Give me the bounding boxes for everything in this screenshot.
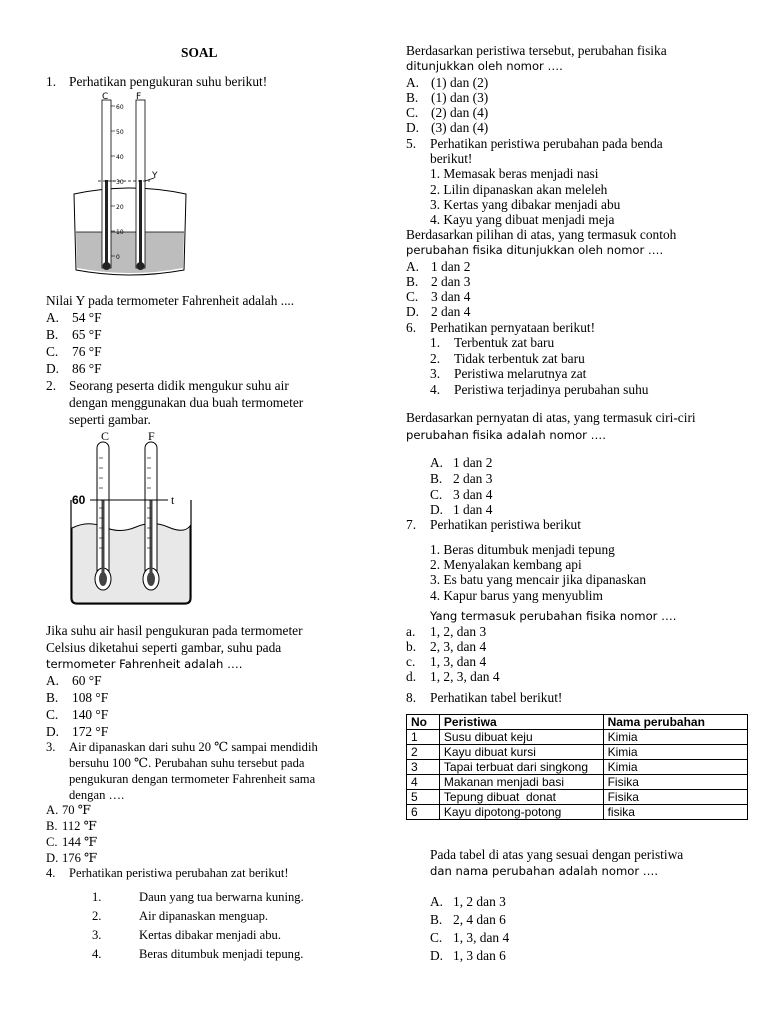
q4-item-2: Air dipanaskan menguap. bbox=[139, 909, 269, 923]
q4-option-a: (1) dan (2) bbox=[431, 75, 489, 90]
table-row bbox=[407, 790, 748, 805]
table-header-nama-perubahan: Nama perubahan bbox=[603, 715, 747, 730]
q4-question-1: Berdasarkan peristiwa tersebut, perubahan fisika bbox=[406, 43, 667, 58]
table-cell-no: 3 bbox=[407, 760, 440, 775]
table-cell-perubahan: Kimia bbox=[603, 730, 747, 745]
q7-option-c: 1, 3, dan 4 bbox=[430, 654, 487, 669]
q2-option-b-key: B. bbox=[46, 690, 59, 705]
q6-item-1: Terbentuk zat baru bbox=[454, 335, 555, 350]
q1-scale-30: 30 bbox=[116, 179, 124, 186]
q1-scale-10: 10 bbox=[116, 229, 124, 236]
q6-option-a-key: A. bbox=[430, 455, 444, 470]
q3-number: 3. bbox=[46, 740, 56, 754]
q6-item-4-num: 4. bbox=[430, 382, 441, 397]
q5-option-a: 1 dan 2 bbox=[431, 259, 471, 274]
q5-option-d-key: D. bbox=[406, 304, 420, 319]
q5-item-1: 1. Memasak beras menjadi nasi bbox=[430, 166, 599, 181]
q7-item-2: 2. Menyalakan kembang api bbox=[430, 557, 582, 572]
table-header-row bbox=[407, 715, 748, 730]
q7-option-b-key: b. bbox=[406, 639, 417, 654]
table-cell-peristiwa: Tepung dibuat donat bbox=[439, 790, 603, 805]
q7-option-a: 1, 2, dan 3 bbox=[430, 624, 487, 639]
q4-item-1-num: 1. bbox=[92, 890, 102, 904]
q5-option-d: 2 dan 4 bbox=[431, 304, 471, 319]
q7-text: Perhatikan peristiwa berikut bbox=[430, 517, 581, 532]
q3-option-a: 70 ℉ bbox=[62, 803, 91, 817]
q1-option-d-key: D. bbox=[46, 361, 60, 376]
q8-option-a: 1, 2 dan 3 bbox=[453, 894, 506, 909]
q4-option-a-key: A. bbox=[406, 75, 420, 90]
q3-line-4: dengan …. bbox=[69, 788, 125, 802]
q8-table bbox=[406, 714, 748, 820]
q8-option-b: 2, 4 dan 6 bbox=[453, 912, 506, 927]
q5-question-1: Berdasarkan pilihan di atas, yang termasuk contoh bbox=[406, 227, 677, 242]
q7-item-3: 3. Es batu yang mencair jika dipanaskan bbox=[430, 572, 647, 587]
q4-item-3-num: 3. bbox=[92, 928, 102, 942]
q1-scale-20: 20 bbox=[116, 204, 124, 211]
q5-option-c: 3 dan 4 bbox=[431, 289, 471, 304]
q7-option-d: 1, 2, 3, dan 4 bbox=[430, 669, 500, 684]
q2-question-1: Jika suhu air hasil pengukuran pada termometer bbox=[46, 623, 303, 638]
q4-option-d-key: D. bbox=[406, 120, 420, 135]
q8-number: 8. bbox=[406, 690, 417, 705]
q1-celsius-label: C bbox=[102, 92, 109, 102]
q6-item-2-num: 2. bbox=[430, 351, 441, 366]
q2-line-2: dengan menggunakan dua buah termometer bbox=[69, 395, 304, 410]
table-cell-no: 2 bbox=[407, 745, 440, 760]
q2-option-d: 172 °F bbox=[72, 724, 109, 739]
table-cell-peristiwa: Makanan menjadi basi bbox=[439, 775, 603, 790]
q4-item-2-num: 2. bbox=[92, 909, 102, 923]
q2-option-b: 108 °F bbox=[72, 690, 109, 705]
q7-option-c-key: c. bbox=[406, 654, 416, 669]
q4-text: Perhatikan peristiwa perubahan zat berikut! bbox=[69, 866, 289, 880]
q8-option-d: 1, 3 dan 6 bbox=[453, 948, 506, 963]
table-cell-perubahan: fisika bbox=[603, 805, 747, 820]
q3-option-c: 144 ℉ bbox=[62, 835, 98, 849]
q1-thermometer-figure bbox=[72, 90, 188, 278]
q6-item-3-num: 3. bbox=[430, 366, 441, 381]
q2-celsius-value: 60 bbox=[72, 493, 86, 507]
q1-option-a: 54 °F bbox=[72, 310, 102, 325]
q2-line-1: Seorang peserta didik mengukur suhu air bbox=[69, 378, 289, 393]
q5-item-4: 4. Kayu yang dibuat menjadi meja bbox=[430, 212, 615, 227]
table-header-no: No bbox=[407, 715, 440, 730]
q7-number: 7. bbox=[406, 517, 417, 532]
q2-option-d-key: D. bbox=[46, 724, 60, 739]
q4-number: 4. bbox=[46, 866, 56, 880]
table-cell-peristiwa: Tapai terbuat dari singkong bbox=[439, 760, 603, 775]
q7-option-b: 2, 3, dan 4 bbox=[430, 639, 487, 654]
table-cell-no: 6 bbox=[407, 805, 440, 820]
table-cell-perubahan: Kimia bbox=[603, 760, 747, 775]
q2-fahrenheit-label: F bbox=[148, 429, 155, 443]
q5-option-c-key: C. bbox=[406, 289, 419, 304]
q1-scale-60: 60 bbox=[116, 104, 124, 111]
q1-option-b-key: B. bbox=[46, 327, 59, 342]
q1-scale-50: 50 bbox=[116, 129, 124, 136]
table-cell-no: 4 bbox=[407, 775, 440, 790]
q1-y-label: Y bbox=[152, 171, 158, 181]
q2-number: 2. bbox=[46, 378, 57, 393]
q7-item-1: 1. Beras ditumbuk menjadi tepung bbox=[430, 542, 615, 557]
q3-option-b-key: B. bbox=[46, 819, 58, 833]
q5-option-a-key: A. bbox=[406, 259, 420, 274]
q1-scale-40: 40 bbox=[116, 154, 124, 161]
q6-option-d: 1 dan 4 bbox=[453, 502, 493, 517]
q2-line-3: seperti gambar. bbox=[69, 412, 151, 427]
q7-item-4: 4. Kapur barus yang menyublim bbox=[430, 588, 603, 603]
q8-option-d-key: D. bbox=[430, 948, 444, 963]
q2-celsius-label: C bbox=[101, 429, 110, 443]
q5-question-2: perubahan fisika ditunjukkan oleh nomor …. bbox=[406, 243, 664, 257]
table-cell-perubahan: Fisika bbox=[603, 790, 747, 805]
q6-option-c: 3 dan 4 bbox=[453, 487, 493, 502]
q8-question-1: Pada tabel di atas yang sesuai dengan peristiwa bbox=[430, 847, 684, 862]
q6-option-b: 2 dan 3 bbox=[453, 471, 493, 486]
table-row bbox=[407, 730, 748, 745]
table-row bbox=[407, 760, 748, 775]
table-cell-peristiwa: Kayu dibuat kursi bbox=[439, 745, 603, 760]
q3-option-a-key: A. bbox=[46, 803, 59, 817]
q2-option-a-key: A. bbox=[46, 673, 60, 688]
q6-option-b-key: B. bbox=[430, 471, 443, 486]
q6-option-a: 1 dan 2 bbox=[453, 455, 493, 470]
q4-item-3: Kertas dibakar menjadi abu. bbox=[139, 928, 281, 942]
q8-text: Perhatikan tabel berikut! bbox=[430, 690, 563, 705]
q7-question: Yang termasuk perubahan fisika nomor …. bbox=[430, 609, 677, 623]
table-cell-perubahan: Fisika bbox=[603, 775, 747, 790]
q3-line-3: pengukuran dengan termometer Fahrenheit sama bbox=[69, 772, 316, 786]
q6-item-3: Peristiwa melarutnya zat bbox=[454, 366, 587, 381]
table-cell-no: 5 bbox=[407, 790, 440, 805]
q1-scale-0: 0 bbox=[116, 254, 120, 261]
q6-item-2: Tidak terbentuk zat baru bbox=[454, 351, 585, 366]
q8-option-c: 1, 3, dan 4 bbox=[453, 930, 510, 945]
q7-option-a-key: a. bbox=[406, 624, 416, 639]
q5-number: 5. bbox=[406, 136, 417, 151]
q1-option-a-key: A. bbox=[46, 310, 60, 325]
q5-option-b-key: B. bbox=[406, 274, 419, 289]
q1-option-c-key: C. bbox=[46, 344, 59, 359]
q4-option-b: (1) dan (3) bbox=[431, 90, 489, 105]
q8-question-2: dan nama perubahan adalah nomor …. bbox=[430, 864, 659, 878]
q1-text: Perhatikan pengukuran suhu berikut! bbox=[69, 74, 268, 89]
q5-option-b: 2 dan 3 bbox=[431, 274, 471, 289]
q2-option-a: 60 °F bbox=[72, 673, 102, 688]
table-cell-peristiwa: Susu dibuat keju bbox=[439, 730, 603, 745]
q6-question-2: perubahan fisika adalah nomor …. bbox=[406, 428, 606, 442]
q1-number: 1. bbox=[46, 74, 57, 89]
q1-option-c: 76 °F bbox=[72, 344, 102, 359]
q6-option-d-key: D. bbox=[430, 502, 444, 517]
q1-fahrenheit-label: F bbox=[136, 92, 142, 102]
q4-item-4-num: 4. bbox=[92, 947, 102, 961]
q5-item-3: 3. Kertas yang dibakar menjadi abu bbox=[430, 197, 621, 212]
q3-option-d-key: D. bbox=[46, 851, 59, 865]
q8-option-b-key: B. bbox=[430, 912, 443, 927]
q6-text: Perhatikan pernyataan berikut! bbox=[430, 320, 596, 335]
q8-option-a-key: A. bbox=[430, 894, 444, 909]
q2-option-c-key: C. bbox=[46, 707, 59, 722]
table-row bbox=[407, 775, 748, 790]
q2-question-3: termometer Fahrenheit adalah …. bbox=[46, 657, 243, 671]
page-title: SOAL bbox=[181, 45, 218, 60]
q6-number: 6. bbox=[406, 320, 417, 335]
q6-option-c-key: C. bbox=[430, 487, 443, 502]
table-row bbox=[407, 805, 748, 820]
q2-fahrenheit-t: t bbox=[171, 493, 175, 507]
q4-option-c-key: C. bbox=[406, 105, 419, 120]
q4-item-1: Daun yang tua berwarna kuning. bbox=[139, 890, 304, 904]
table-row bbox=[407, 745, 748, 760]
q2-question-2: Celsius diketahui seperti gambar, suhu pada bbox=[46, 640, 282, 655]
q8-option-c-key: C. bbox=[430, 930, 443, 945]
q1-option-d: 86 °F bbox=[72, 361, 102, 376]
table-cell-peristiwa: Kayu dipotong-potong bbox=[439, 805, 603, 820]
q2-option-c: 140 °F bbox=[72, 707, 109, 722]
table-cell-no: 1 bbox=[407, 730, 440, 745]
q6-question-1: Berdasarkan pernyatan di atas, yang termasuk ciri-ciri bbox=[406, 410, 696, 425]
q6-item-4: Peristiwa terjadinya perubahan suhu bbox=[454, 382, 649, 397]
table-cell-perubahan: Kimia bbox=[603, 745, 747, 760]
q4-option-d: (3) dan (4) bbox=[431, 120, 489, 135]
q4-item-4: Beras ditumbuk menjadi tepung. bbox=[139, 947, 304, 961]
q2-thermometer-figure bbox=[68, 428, 198, 610]
q7-option-d-key: d. bbox=[406, 669, 417, 684]
q3-line-1: Air dipanaskan dari suhu 20 ℃ sampai mendidih bbox=[69, 740, 318, 754]
q5-line-1: Perhatikan peristiwa perubahan pada benda bbox=[430, 136, 663, 151]
q5-line-2: berikut! bbox=[430, 151, 473, 166]
q5-item-2: 2. Lilin dipanaskan akan meleleh bbox=[430, 182, 608, 197]
q4-question-2: ditunjukkan oleh nomor …. bbox=[406, 59, 563, 73]
q3-option-d: 176 ℉ bbox=[62, 851, 98, 865]
q1-option-b: 65 °F bbox=[72, 327, 102, 342]
q3-option-b: 112 ℉ bbox=[62, 819, 97, 833]
q6-item-1-num: 1. bbox=[430, 335, 441, 350]
q4-option-b-key: B. bbox=[406, 90, 419, 105]
q1-question: Nilai Y pada termometer Fahrenheit adalah .... bbox=[46, 293, 295, 308]
q3-option-c-key: C. bbox=[46, 835, 58, 849]
q3-line-2: bersuhu 100 ℃. Perubahan suhu tersebut pada bbox=[69, 756, 305, 770]
table-header-peristiwa: Peristiwa bbox=[439, 715, 603, 730]
q4-option-c: (2) dan (4) bbox=[431, 105, 489, 120]
